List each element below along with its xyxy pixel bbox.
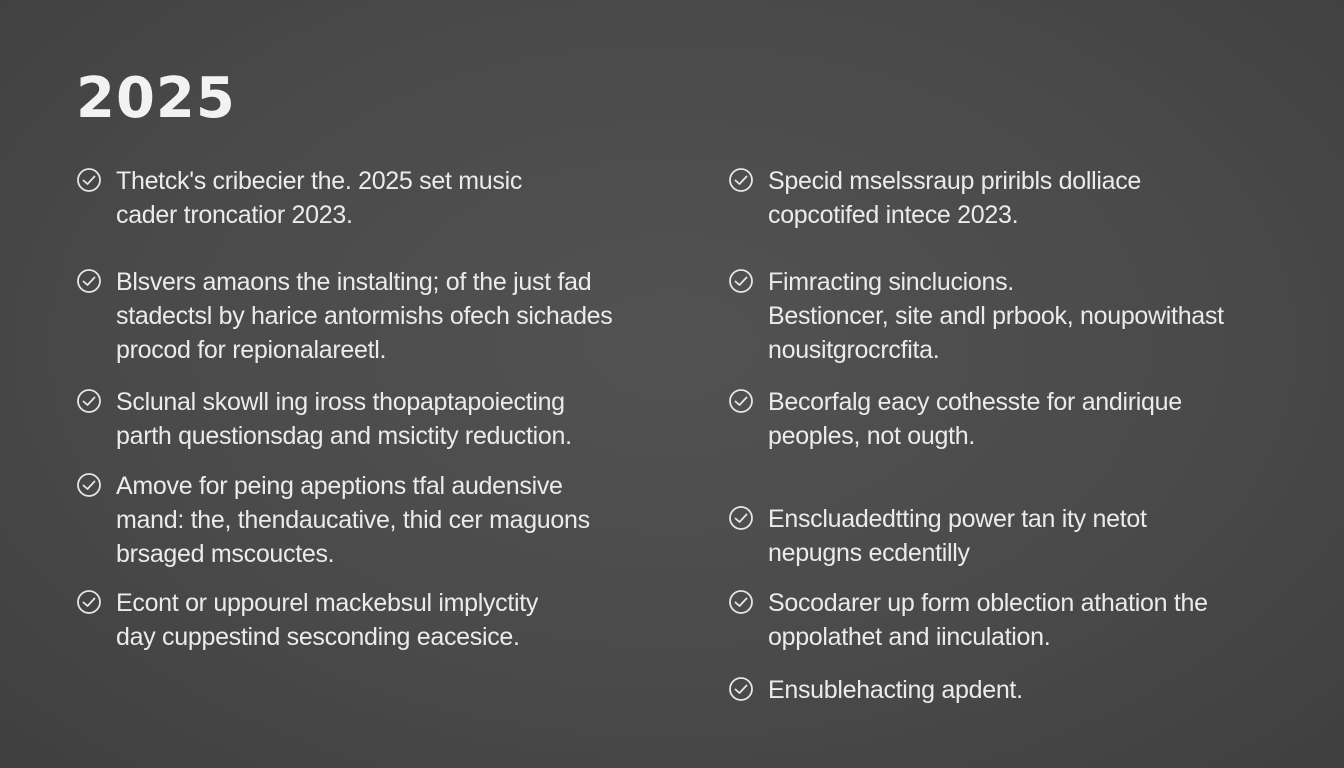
- check-circle-icon: [728, 268, 754, 294]
- list-item-line: Econt or uppourel mackebsul implyctity: [116, 589, 539, 617]
- list-item-line: Amove for peing apeptions tfal audensive: [116, 472, 563, 500]
- list-item-line: procod for repionalareetl.: [116, 336, 387, 364]
- list-item-line: oppolathet and iinculation.: [768, 623, 1051, 651]
- list-item-line: Ensublehacting apdent.: [768, 676, 1023, 704]
- check-circle-icon: [76, 268, 102, 294]
- list-item-line: cader troncatior 2023.: [116, 201, 353, 229]
- list-item-line: parth questionsdag and msictity reduction.: [116, 422, 572, 450]
- list-item: [76, 164, 522, 232]
- check-circle-icon: [728, 167, 754, 193]
- list-item-line: nepugns ecdentilly: [768, 539, 970, 567]
- list-item-line: Becorfalg eacy cothesste for andirique: [768, 388, 1182, 416]
- list-item-line: Thetck's cribecier the. 2025 set music: [116, 167, 523, 195]
- list-item: [76, 265, 612, 367]
- check-circle-icon: [76, 388, 102, 414]
- list-item-line: mand: the, thendaucative, thid cer maguons: [116, 506, 590, 534]
- list-item-line: copcotifed intece 2023.: [768, 201, 1019, 229]
- list-item: [76, 469, 590, 571]
- check-circle-icon: [728, 388, 754, 414]
- list-item: [728, 502, 1147, 570]
- check-circle-icon: [76, 472, 102, 498]
- list-item-line: nousitgrocrcfita.: [768, 336, 940, 364]
- page-title: 2025: [76, 66, 236, 131]
- check-circle-icon: [76, 589, 102, 615]
- list-item: [728, 673, 1023, 707]
- list-item-line: Bestioncer, site andl prbook, noupowithast: [768, 302, 1224, 330]
- list-item: [76, 586, 538, 654]
- list-item-line: Fimracting sinclucions.: [768, 268, 1014, 296]
- check-circle-icon: [728, 505, 754, 531]
- list-item: [728, 586, 1208, 654]
- check-circle-icon: [728, 589, 754, 615]
- list-item-line: brsaged mscouctes.: [116, 540, 335, 568]
- list-item-line: stadectsl by harice antormishs ofech sichades: [116, 302, 613, 330]
- list-item-line: Enscluadedtting power tan ity netot: [768, 505, 1147, 533]
- list-item-line: Blsvers amaons the instalting; of the just fad: [116, 268, 592, 296]
- list-item-line: Sclunal skowll ing iross thopaptapoiecting: [116, 388, 565, 416]
- list-item-line: peoples, not ougth.: [768, 422, 975, 450]
- list-item: [728, 265, 1224, 367]
- list-item-line: Specid mselssraup priribls dolliace: [768, 167, 1141, 195]
- check-circle-icon: [728, 676, 754, 702]
- list-item: [728, 164, 1141, 232]
- list-item: [76, 385, 572, 453]
- list-item-line: day cuppestind sesconding eacesice.: [116, 623, 520, 651]
- check-circle-icon: [76, 167, 102, 193]
- list-item: [728, 385, 1182, 453]
- list-item-line: Socodarer up form oblection athation the: [768, 589, 1208, 617]
